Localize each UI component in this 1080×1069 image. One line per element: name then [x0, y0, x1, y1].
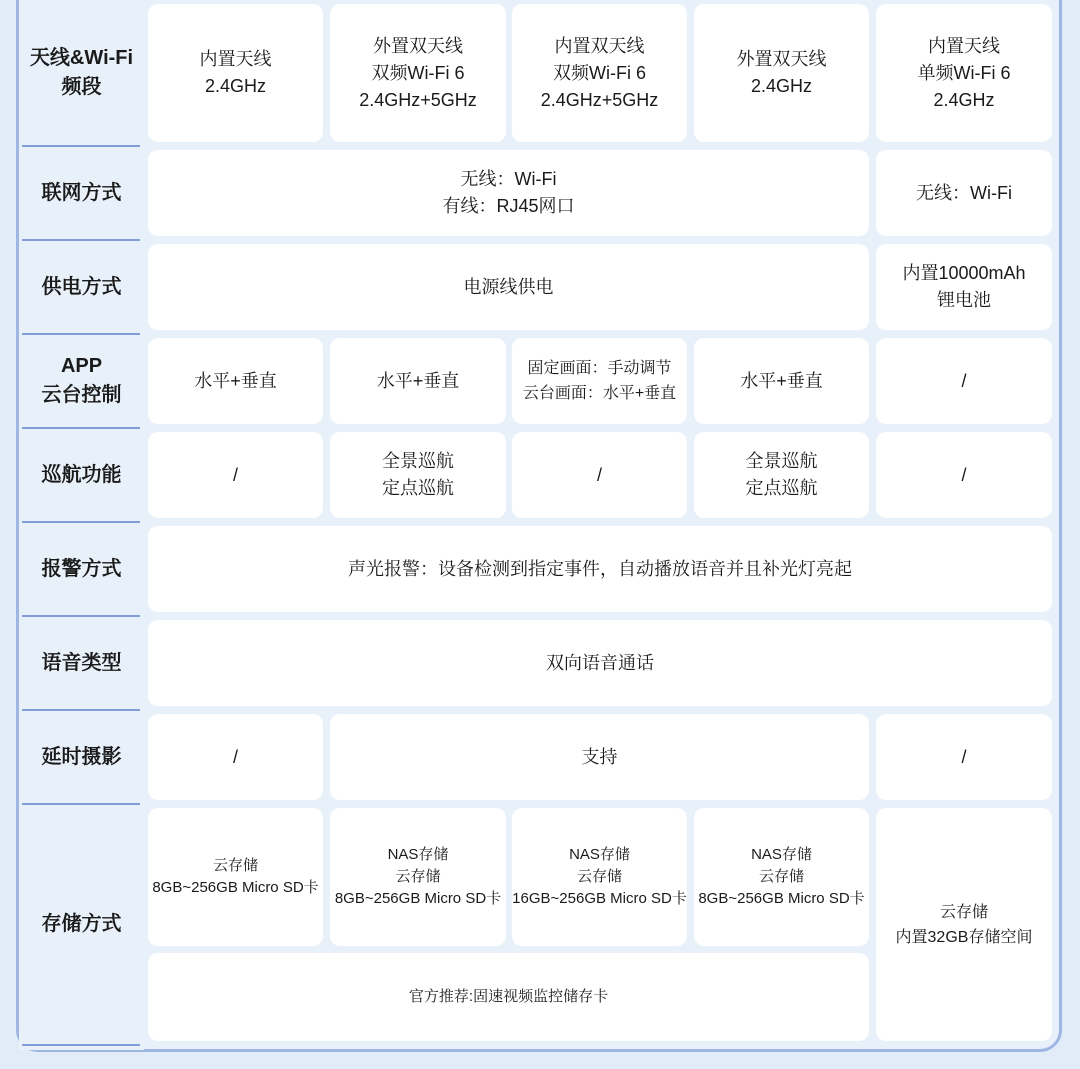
- cell-ptz-4: 水平+垂直: [694, 338, 869, 424]
- cell-ptz-1: 水平+垂直: [148, 338, 323, 424]
- cell-antenna-4: 外置双天线 2.4GHz: [694, 4, 869, 142]
- row-divider: [22, 145, 140, 147]
- cell-cruise-3: /: [512, 432, 687, 518]
- cell-storage-1: 云存储 8GB~256GB Micro SD卡: [148, 808, 323, 946]
- cell-timelapse-5: /: [876, 714, 1052, 800]
- row-divider: [22, 521, 140, 523]
- row-label-timelapse: 延时摄影: [41, 745, 122, 768]
- cell-cruise-4: 全景巡航 定点巡航: [694, 432, 869, 518]
- cell-storage-recommend: 官方推荐:固速视频监控储存卡: [148, 953, 869, 1041]
- row-label-storage: 存储方式: [41, 913, 122, 935]
- cell-timelapse-supported: 支持: [330, 714, 869, 800]
- cell-network-wifi: 无线：Wi-Fi: [876, 150, 1052, 236]
- cell-alarm: 声光报警：设备检测到指定事件，自动播放语音并且补光灯亮起: [148, 526, 1052, 612]
- row-label-antenna: 天线&Wi-Fi 频段: [29, 47, 134, 98]
- cell-storage-3: NAS存储 云存储 16GB~256GB Micro SD卡: [512, 808, 687, 946]
- cell-storage-4: NAS存储 云存储 8GB~256GB Micro SD卡: [694, 808, 869, 946]
- cell-storage-2: NAS存储 云存储 8GB~256GB Micro SD卡: [330, 808, 506, 946]
- cell-cruise-2: 全景巡航 定点巡航: [330, 432, 506, 518]
- row-label-voice: 语音类型: [41, 651, 122, 674]
- cell-ptz-5: /: [876, 338, 1052, 424]
- row-divider: [22, 615, 140, 617]
- cell-cruise-1: /: [148, 432, 323, 518]
- row-divider: [22, 239, 140, 241]
- cell-storage-5: 云存储 内置32GB存储空间: [876, 808, 1052, 1041]
- cell-antenna-3: 内置双天线 双频Wi-Fi 6 2.4GHz+5GHz: [512, 4, 687, 142]
- row-divider: [22, 333, 140, 335]
- cell-voice: 双向语音通话: [148, 620, 1052, 706]
- cell-power-cable: 电源线供电: [148, 244, 869, 330]
- row-label-power: 供电方式: [41, 275, 122, 298]
- cell-antenna-5: 内置天线 单频Wi-Fi 6 2.4GHz: [876, 4, 1052, 142]
- cell-antenna-1: 内置天线 2.4GHz: [148, 4, 323, 142]
- cell-antenna-2: 外置双天线 双频Wi-Fi 6 2.4GHz+5GHz: [330, 4, 506, 142]
- row-divider: [22, 427, 140, 429]
- row-label-network: 联网方式: [41, 181, 122, 204]
- row-divider: [22, 709, 140, 711]
- cell-power-battery: 内置10000mAh 锂电池: [876, 244, 1052, 330]
- cell-ptz-2: 水平+垂直: [330, 338, 506, 424]
- row-label-ptz: APP 云台控制: [41, 355, 122, 406]
- row-divider: [22, 803, 140, 805]
- cell-timelapse-1: /: [148, 714, 323, 800]
- cell-network-wired: 无线：Wi-Fi 有线：RJ45网口: [148, 150, 869, 236]
- cell-cruise-5: /: [876, 432, 1052, 518]
- row-label-cruise: 巡航功能: [41, 463, 122, 486]
- row-divider: [22, 1044, 140, 1046]
- cell-ptz-3: 固定画面：手动调节 云台画面：水平+垂直: [512, 338, 687, 424]
- row-label-alarm: 报警方式: [41, 557, 122, 580]
